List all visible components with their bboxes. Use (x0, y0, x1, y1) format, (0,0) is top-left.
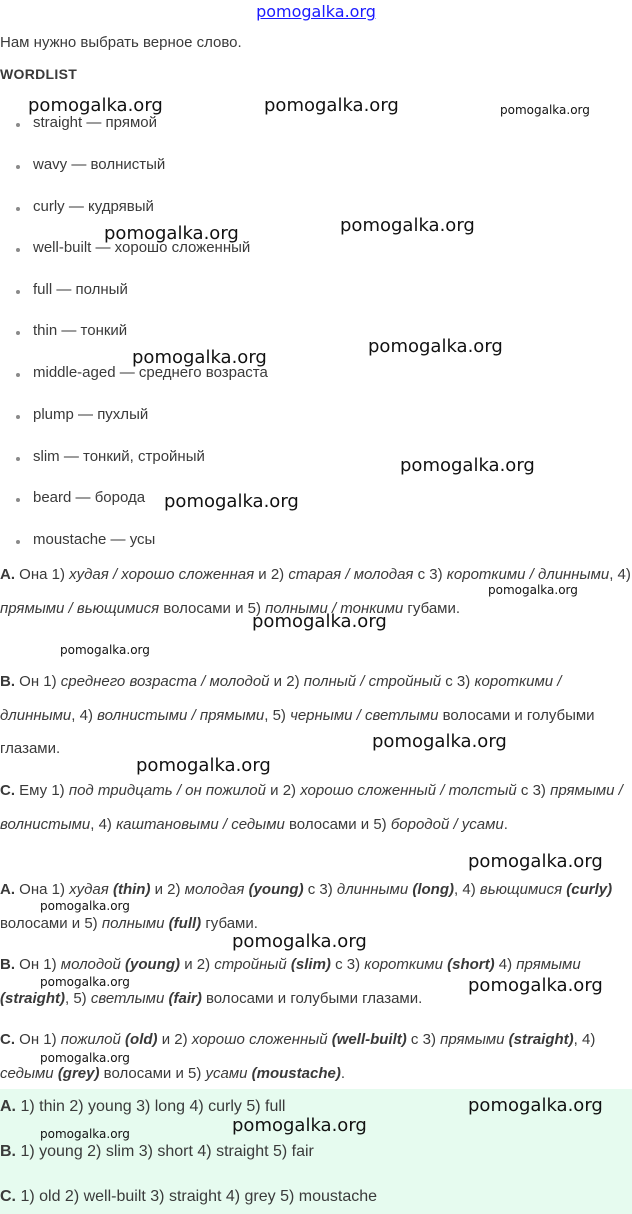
list-item: moustache — усы (16, 531, 155, 548)
watermark: pomogalka.org (468, 975, 603, 996)
watermark: pomogalka.org (104, 223, 239, 244)
watermark: pomogalka.org (500, 103, 590, 117)
watermark: pomogalka.org (136, 755, 271, 776)
watermark: pomogalka.org (232, 1115, 367, 1136)
watermark: pomogalka.org (372, 731, 507, 752)
site-link[interactable]: pomogalka.org (256, 2, 376, 21)
wordlist-heading: WORDLIST (0, 66, 78, 82)
list-item: full — полный (16, 281, 128, 298)
task-b: B. Он 1) среднего возраста / молодой и 2) полный / стройный с 3) короткими / длинными, 4) волнистыми / прямыми, 5) черными / светлыми волосами и голубыми глазами. (0, 673, 595, 757)
list-item: middle-aged — среднего возраста (16, 364, 268, 381)
task-a: A. Она 1) худая / хорошо сложенная и 2) старая / молодая с 3) короткими / длинными, 4) прямыми / вьющимися волосами и 5) полными / тонкими губами. (0, 566, 631, 617)
solution-a: A. Она 1) худая (thin) и 2) молодая (young) с 3) длинными (long), 4) вьющимися (curly) волосами и 5) полными (full) губами. (0, 881, 613, 932)
watermark: pomogalka.org (164, 491, 299, 512)
answer-c: C. 1) old 2) well-built 3) straight 4) grey 5) moustache (0, 1188, 378, 1205)
watermark: pomogalka.org (40, 1051, 130, 1065)
answer-a: A. 1) thin 2) young 3) long 4) curly 5) full (0, 1098, 286, 1115)
watermark: pomogalka.org (40, 975, 130, 989)
watermark: pomogalka.org (132, 347, 267, 368)
watermark: pomogalka.org (488, 583, 578, 597)
watermark: pomogalka.org (468, 851, 603, 872)
list-item: plump — пухлый (16, 406, 148, 423)
watermark: pomogalka.org (28, 95, 163, 116)
intro-text: Нам нужно выбрать верное слово. (0, 34, 242, 51)
watermark: pomogalka.org (468, 1095, 603, 1116)
watermark: pomogalka.org (368, 336, 503, 357)
watermark: pomogalka.org (264, 95, 399, 116)
watermark: pomogalka.org (400, 455, 535, 476)
watermark: pomogalka.org (40, 899, 130, 913)
list-item: thin — тонкий (16, 322, 127, 339)
solution-b: B. Он 1) молодой (young) и 2) стройный (slim) с 3) короткими (short) 4) прямыми (straight), 5) светлыми (fair) волосами и голубыми глазами. (0, 956, 581, 1007)
task-c: C. Ему 1) под тридцать / он пожилой и 2) хорошо сложенный / толстый с 3) прямыми / волнистыми, 4) каштановыми / седыми волосами и 5) бородой / усами. (0, 782, 623, 833)
watermark: pomogalka.org (40, 1127, 130, 1141)
watermark: pomogalka.org (60, 643, 150, 657)
answer-b: B. 1) young 2) slim 3) short 4) straight 5) fair (0, 1143, 314, 1160)
list-item: well-built — хорошо сложенный (16, 239, 250, 256)
list-item: wavy — волнистый (16, 156, 165, 173)
list-item: beard — борода (16, 489, 145, 506)
watermark: pomogalka.org (340, 215, 475, 236)
list-item: slim — тонкий, стройный (16, 448, 205, 465)
watermark: pomogalka.org (232, 931, 367, 952)
list-item: curly — кудрявый (16, 198, 154, 215)
watermark: pomogalka.org (252, 611, 387, 632)
list-item: straight — прямой (16, 114, 157, 131)
solution-c: C. Он 1) пожилой (old) и 2) хорошо сложенный (well-built) с 3) прямыми (straight), 4) седыми (grey) волосами и 5) усами (moustache). (0, 1031, 596, 1082)
